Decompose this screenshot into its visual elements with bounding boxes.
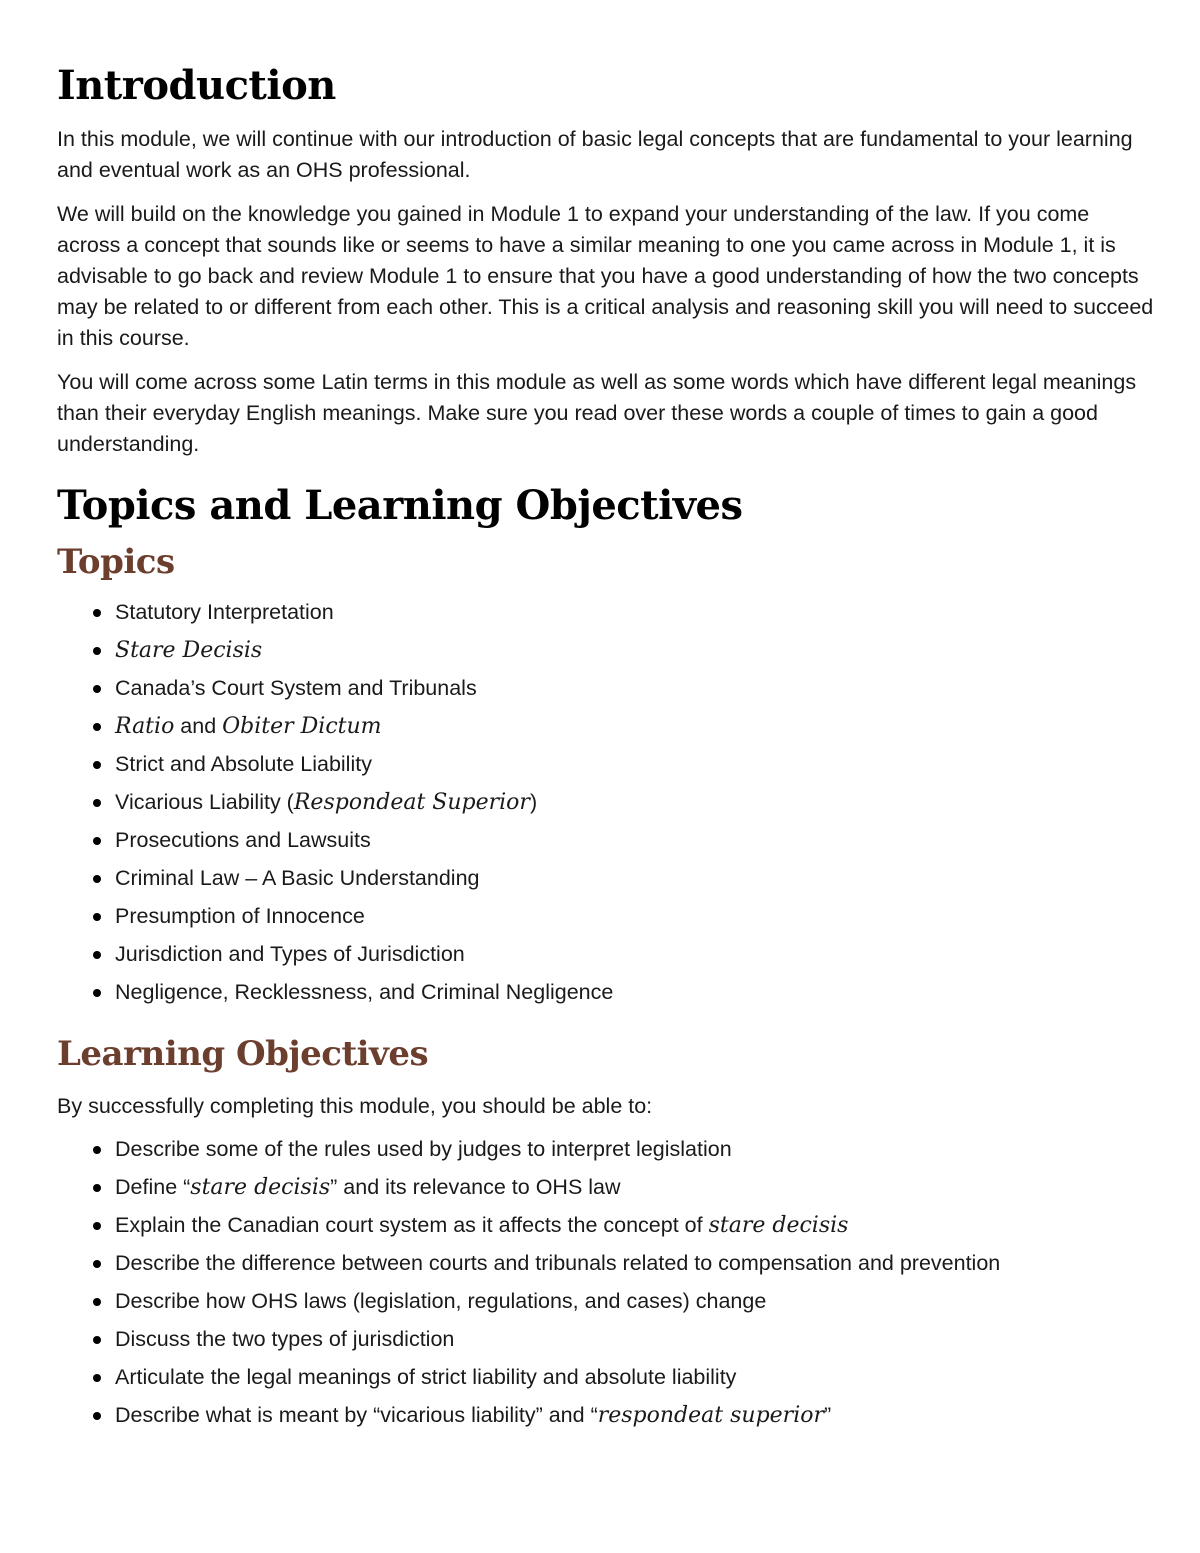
objective-item: Explain the Canadian court system as it affects the concept of stare decisis (115, 1210, 1157, 1241)
topics-objectives-heading: Topics and Learning Objectives (57, 482, 743, 529)
topics-heading: Topics (57, 542, 175, 582)
topic-item: Prosecutions and Lawsuits (115, 825, 1157, 856)
topic-item: Stare Decisis (115, 635, 1157, 666)
intro-paragraph: We will build on the knowledge you gained in Module 1 to expand your understanding of the law. If you come across a concept that sounds like or seems to have a similar meaning to one you came across in Module 1, it is advisable to go back and review Module 1 to ensure that you have a good understanding of how the two concepts may be related to or different from each other. This is a critical analysis and reasoning skill you will need to succeed in this course. (57, 202, 1154, 350)
objective-item: Discuss the two types of jurisdiction (115, 1324, 1157, 1355)
introduction-heading: Introduction (57, 62, 336, 109)
topic-item: Negligence, Recklessness, and Criminal Negligence (115, 977, 1157, 1008)
topic-item: Criminal Law – A Basic Understanding (115, 863, 1157, 894)
topic-item: Ratio and Obiter Dictum (115, 711, 1157, 742)
objective-item: Define “stare decisis” and its relevance to OHS law (115, 1172, 1157, 1203)
learning-objectives-heading: Learning Objectives (57, 1033, 429, 1074)
document-page (57, 62, 1157, 1438)
intro-paragraph: In this module, we will continue with our introduction of basic legal concepts that are fundamental to your learning and eventual work as an OHS professional. (57, 127, 1133, 182)
objective-item: Describe some of the rules used by judges to interpret legislation (115, 1134, 1157, 1165)
topic-item: Statutory Interpretation (115, 597, 1157, 628)
topic-item: Strict and Absolute Liability (115, 749, 1157, 780)
topic-item: Canada’s Court System and Tribunals (115, 673, 1157, 704)
intro-paragraph: You will come across some Latin terms in this module as well as some words which have different legal meanings than their everyday English meanings. Make sure you read over these words a couple of times to gain a good understanding. (57, 370, 1137, 456)
objective-item: Articulate the legal meanings of strict liability and absolute liability (115, 1362, 1157, 1393)
objectives-intro: By successfully completing this module, you should be able to: (57, 1093, 653, 1118)
objective-item: Describe the difference between courts and tribunals related to compensation and prevention (115, 1248, 1157, 1279)
topic-item: Jurisdiction and Types of Jurisdiction (115, 939, 1157, 970)
objective-item: Describe what is meant by “vicarious liability” and “respondeat superior” (115, 1400, 1157, 1431)
objectives-list (57, 1134, 1157, 1431)
topic-item: Vicarious Liability (Respondeat Superior) (115, 787, 1157, 818)
topics-list (57, 597, 1157, 1008)
topic-item: Presumption of Innocence (115, 901, 1157, 932)
objective-item: Describe how OHS laws (legislation, regulations, and cases) change (115, 1286, 1157, 1317)
